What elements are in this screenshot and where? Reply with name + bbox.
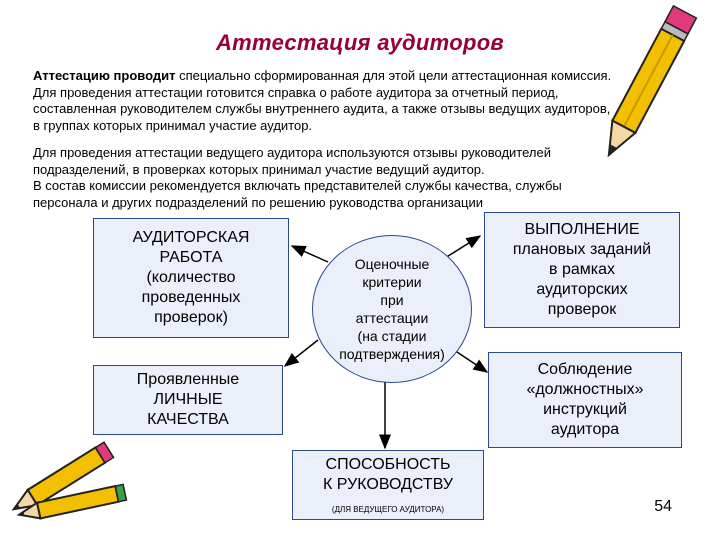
- box-leadership: [292, 450, 484, 520]
- box-line: в рамках: [549, 261, 615, 278]
- page-number: 54: [654, 498, 672, 515]
- box-line: РАБОТА: [159, 249, 223, 266]
- box-line: ЛИЧНЫЕ: [153, 391, 223, 408]
- center-line: аттестации: [355, 310, 429, 326]
- paragraph-commission: [33, 68, 613, 134]
- center-criteria: [312, 235, 472, 383]
- center-line: критерии: [362, 274, 422, 290]
- center-line: при: [380, 292, 404, 308]
- box-line: АУДИТОРСКАЯ: [132, 229, 250, 246]
- box-note: (ДЛЯ ВЕДУЩЕГО АУДИТОРА): [331, 505, 445, 514]
- paragraph-line: Для проведения аттестации ведущего аудитора используются отзывы руководителей подразделений, в проверках которых принимал участие ведущий аудитор.: [33, 145, 551, 177]
- box-line: (количество: [146, 269, 236, 286]
- paragraph-line: В состав комиссии рекомендуется включать представителей службы качества, службы персонала и других подразделений по решению руководства организации: [33, 178, 562, 210]
- arrow-to-personal: [285, 340, 318, 366]
- box-line: проверок: [547, 301, 617, 318]
- box-instructions: [488, 352, 682, 448]
- box-line: аудиторских: [536, 281, 628, 298]
- center-line: подтверждения): [339, 346, 445, 362]
- box-line: К РУКОВОДСТВУ: [322, 476, 453, 493]
- paragraph-lead: Аттестацию проводит: [33, 68, 176, 83]
- paragraph-lead-auditor: [33, 145, 618, 211]
- arrow-to-instructions: [454, 350, 487, 372]
- box-personal-qualities: [93, 365, 283, 435]
- box-line: «должностных»: [526, 381, 644, 398]
- box-line: аудитора: [550, 421, 620, 438]
- box-line: Соблюдение: [537, 361, 633, 378]
- paragraph-text: специально сформированная для этой цели аттестационная комиссия. Для проведения аттестации готовится справка о работе аудитора за отчетный период, составленная руководителем службы внутреннего аудита, а также отзывы ведущих аудиторов, в группах которых принимал участие аудитор.: [33, 68, 612, 133]
- box-line: плановых заданий: [512, 241, 652, 258]
- center-line: (на стадии: [357, 328, 427, 344]
- box-line: инструкций: [543, 401, 627, 418]
- page-title: Аттестация аудиторов: [215, 30, 505, 55]
- box-line: Проявленные: [136, 371, 240, 388]
- box-line: СПОСОБНОСТЬ: [325, 456, 451, 473]
- pencils-icon: [0, 430, 130, 540]
- box-line: проведенных: [141, 289, 241, 306]
- arrow-to-plan: [445, 236, 480, 258]
- box-audit-work: [93, 218, 289, 338]
- box-line: ВЫПОЛНЕНИЕ: [524, 221, 640, 238]
- arrow-to-work: [292, 246, 328, 262]
- box-plan-execution: [484, 212, 680, 328]
- box-line: проверок): [154, 309, 228, 326]
- box-line: КАЧЕСТВА: [147, 411, 229, 428]
- center-line: Оценочные: [354, 256, 430, 272]
